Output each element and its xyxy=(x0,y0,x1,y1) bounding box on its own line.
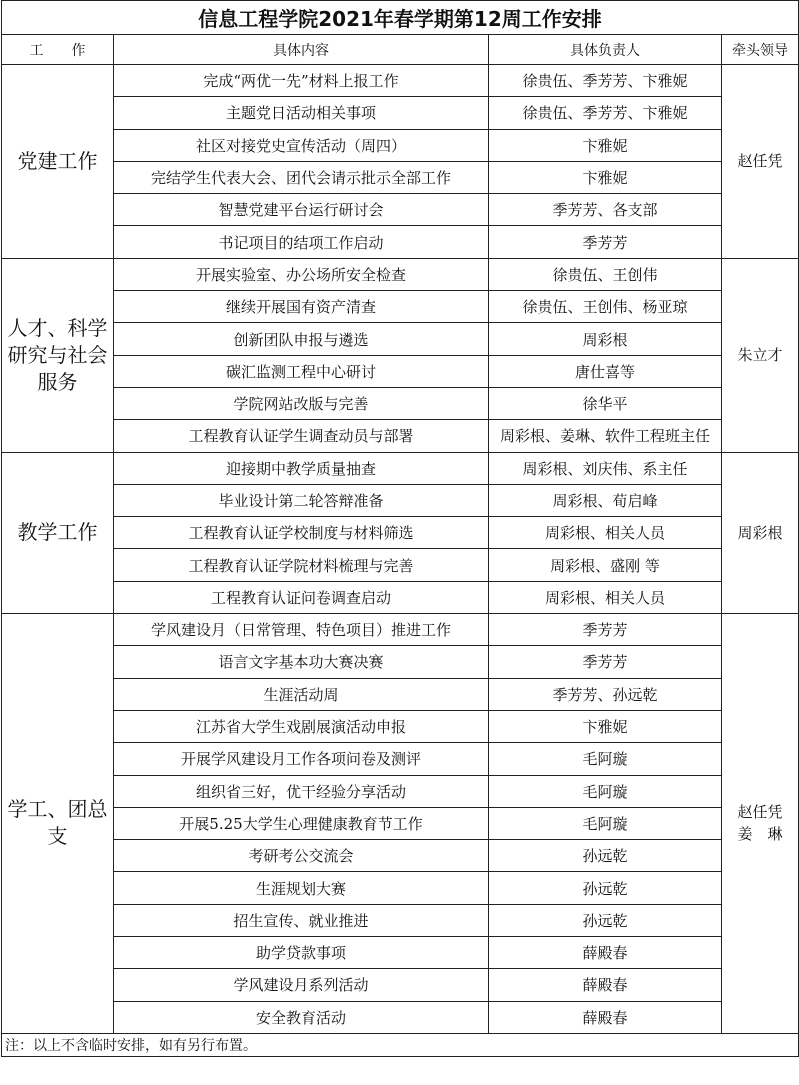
content-cell: 完结学生代表大会、团代会请示批示全部工作 xyxy=(114,161,489,193)
owner-cell: 周彩根、荀启峰 xyxy=(489,484,722,516)
owner-cell: 季芳芳 xyxy=(489,614,722,646)
content-cell: 开展实验室、办公场所安全检查 xyxy=(114,258,489,290)
category-cell: 人才、科学研究与社会服务 xyxy=(2,258,114,452)
content-cell: 生涯活动周 xyxy=(114,678,489,710)
table-row xyxy=(2,323,799,355)
owner-cell: 季芳芳、孙远乾 xyxy=(489,678,722,710)
leader-cell: 周彩根 xyxy=(722,452,799,613)
header-owner: 具体负责人 xyxy=(489,35,722,65)
table-row xyxy=(2,161,799,193)
content-cell: 社区对接党史宣传活动（周四） xyxy=(114,129,489,161)
content-cell: 完成“两优一先”材料上报工作 xyxy=(114,65,489,97)
content-cell: 创新团队申报与遴选 xyxy=(114,323,489,355)
table-row xyxy=(2,775,799,807)
category-cell: 学工、团总支 xyxy=(2,614,114,1034)
owner-cell: 卞雅妮 xyxy=(489,129,722,161)
table-row xyxy=(2,517,799,549)
content-cell: 迎接期中教学质量抽查 xyxy=(114,452,489,484)
table-row xyxy=(2,452,799,484)
content-cell: 继续开展国有资产清查 xyxy=(114,291,489,323)
owner-cell: 卞雅妮 xyxy=(489,710,722,742)
content-cell: 生涯规划大赛 xyxy=(114,872,489,904)
leader-cell: 赵任凭 xyxy=(722,65,799,259)
table-row xyxy=(2,355,799,387)
owner-cell: 徐贵伍、季芳芳、卞雅妮 xyxy=(489,97,722,129)
content-cell: 碳汇监测工程中心研讨 xyxy=(114,355,489,387)
table-row xyxy=(2,420,799,452)
owner-cell: 周彩根、相关人员 xyxy=(489,517,722,549)
owner-cell: 周彩根、刘庆伟、系主任 xyxy=(489,452,722,484)
content-cell: 工程教育认证学院材料梳理与完善 xyxy=(114,549,489,581)
owner-cell: 周彩根、盛刚 等 xyxy=(489,549,722,581)
table-row xyxy=(2,581,799,613)
table-row xyxy=(2,904,799,936)
table-row xyxy=(2,387,799,419)
category-cell: 教学工作 xyxy=(2,452,114,613)
table-row xyxy=(2,614,799,646)
table-row xyxy=(2,129,799,161)
table-row xyxy=(2,258,799,290)
header-leader: 牵头领导 xyxy=(722,35,799,65)
table-row xyxy=(2,194,799,226)
content-cell: 学风建设月系列活动 xyxy=(114,969,489,1001)
owner-cell: 薛殿春 xyxy=(489,1001,722,1033)
content-cell: 考研考公交流会 xyxy=(114,840,489,872)
table-row xyxy=(2,646,799,678)
category-cell: 党建工作 xyxy=(2,65,114,259)
owner-cell: 徐贵伍、季芳芳、卞雅妮 xyxy=(489,65,722,97)
table-row xyxy=(2,678,799,710)
table-row xyxy=(2,743,799,775)
owner-cell: 薛殿春 xyxy=(489,969,722,1001)
content-cell: 学院网站改版与完善 xyxy=(114,387,489,419)
table-row xyxy=(2,872,799,904)
table-row xyxy=(2,226,799,258)
content-cell: 语言文字基本功大赛决赛 xyxy=(114,646,489,678)
table-row xyxy=(2,840,799,872)
content-cell: 工程教育认证问卷调查启动 xyxy=(114,581,489,613)
owner-cell: 周彩根、相关人员 xyxy=(489,581,722,613)
content-cell: 智慧党建平台运行研讨会 xyxy=(114,194,489,226)
owner-cell: 徐贵伍、王创伟 xyxy=(489,258,722,290)
content-cell: 工程教育认证学校制度与材料筛选 xyxy=(114,517,489,549)
owner-cell: 唐仕喜等 xyxy=(489,355,722,387)
owner-cell: 徐华平 xyxy=(489,387,722,419)
owner-cell: 毛阿璇 xyxy=(489,807,722,839)
owner-cell: 徐贵伍、王创伟、杨亚琼 xyxy=(489,291,722,323)
header-work: 工 作 xyxy=(2,35,114,65)
content-cell: 主题党日活动相关事项 xyxy=(114,97,489,129)
content-cell: 组织省三好，优干经验分享活动 xyxy=(114,775,489,807)
owner-cell: 季芳芳 xyxy=(489,646,722,678)
owner-cell: 孙远乾 xyxy=(489,872,722,904)
content-cell: 开展学风建设月工作各项问卷及测评 xyxy=(114,743,489,775)
table-row xyxy=(2,710,799,742)
header-content: 具体内容 xyxy=(114,35,489,65)
footnote: 注：以上不含临时安排，如有另行布置。 xyxy=(2,1033,799,1056)
owner-cell: 毛阿璇 xyxy=(489,743,722,775)
owner-cell: 卞雅妮 xyxy=(489,161,722,193)
leader-cell: 赵任凭 姜 琳 xyxy=(722,614,799,1034)
table-row xyxy=(2,484,799,516)
table-row xyxy=(2,291,799,323)
owner-cell: 季芳芳 xyxy=(489,226,722,258)
content-cell: 书记项目的结项工作启动 xyxy=(114,226,489,258)
table-row xyxy=(2,969,799,1001)
content-cell: 学风建设月（日常管理、特色项目）推进工作 xyxy=(114,614,489,646)
table-row xyxy=(2,549,799,581)
content-cell: 安全教育活动 xyxy=(114,1001,489,1033)
content-cell: 毕业设计第二轮答辩准备 xyxy=(114,484,489,516)
table-row xyxy=(2,807,799,839)
owner-cell: 周彩根 xyxy=(489,323,722,355)
owner-cell: 季芳芳、各支部 xyxy=(489,194,722,226)
owner-cell: 孙远乾 xyxy=(489,840,722,872)
owner-cell: 孙远乾 xyxy=(489,904,722,936)
table-row xyxy=(2,937,799,969)
owner-cell: 周彩根、姜琳、软件工程班主任 xyxy=(489,420,722,452)
content-cell: 招生宣传、就业推进 xyxy=(114,904,489,936)
page-title: 信息工程学院2021年春学期第12周工作安排 xyxy=(2,1,799,35)
content-cell: 江苏省大学生戏剧展演活动申报 xyxy=(114,710,489,742)
content-cell: 开展5.25大学生心理健康教育节工作 xyxy=(114,807,489,839)
content-cell: 工程教育认证学生调查动员与部署 xyxy=(114,420,489,452)
leader-cell: 朱立才 xyxy=(722,258,799,452)
table-row xyxy=(2,1001,799,1033)
schedule-table xyxy=(1,0,799,1057)
owner-cell: 薛殿春 xyxy=(489,937,722,969)
content-cell: 助学贷款事项 xyxy=(114,937,489,969)
table-row xyxy=(2,65,799,97)
owner-cell: 毛阿璇 xyxy=(489,775,722,807)
table-row xyxy=(2,97,799,129)
